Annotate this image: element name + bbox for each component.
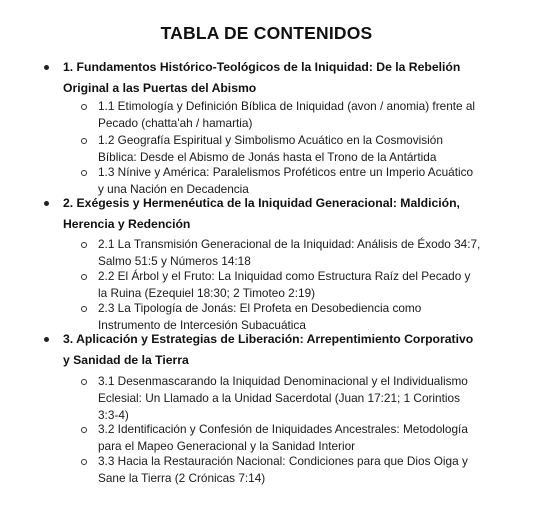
section-bullet-icon (44, 201, 49, 206)
subitem-bullet-icon (81, 459, 87, 465)
subitem-label: 2.3 La Tipología de Jonás: El Profeta en Desobediencia como Instrumento de Intercesión Subacuática (98, 301, 422, 332)
section-bullet-icon (44, 65, 49, 70)
section-title: 3. Aplicación y Estrategias de Liberación: Arrepentimiento Corporativo y Sanidad de la Tierra (63, 332, 474, 367)
section-bullet-icon (44, 337, 49, 342)
subitem-bullet-icon (81, 242, 87, 248)
subitem-label: 3.2 Identificación y Confesión de Iniquidades Ancestrales: Metodología para el Mapeo Generacional y la Sanidad Interior (98, 422, 468, 453)
subitem-bullet-icon (81, 170, 87, 176)
document-title: TABLA DE CONTENIDOS (160, 23, 373, 43)
subitem-bullet-icon (81, 138, 87, 144)
subitem-label: 1.2 Geografía Espiritual y Simbolismo Acuático en la Cosmovisión Bíblica: Desde el Abismo de Jonás hasta el Trono de la Antártida (98, 133, 443, 164)
section-title: 1. Fundamentos Histórico-Teológicos de la Iniquidad: De la Rebelión Original a las Puertas del Abismo (63, 60, 461, 95)
subitem-bullet-icon (81, 104, 87, 110)
subitem-bullet-icon (81, 379, 87, 385)
subitem-label: 2.1 La Transmisión Generacional de la Iniquidad: Análisis de Éxodo 34:7, Salmo 51:5 y Números 14:18 (98, 237, 481, 268)
subitem-label: 1.1 Etimología y Definición Bíblica de Iniquidad (avon / anomia) frente al Pecado (chatta'ah / hamartia) (98, 99, 476, 130)
subitem-label: 3.1 Desenmascarando la Iniquidad Denominacional y el Individualismo Eclesial: Un Llamado a la Unidad Sacerdotal (Juan 17:21; 1 Corintios 3:3-4) (98, 374, 468, 422)
subitem-bullet-icon (81, 306, 87, 312)
subitem-bullet-icon (81, 274, 87, 280)
subitem-label: 1.3 Nínive y América: Paralelismos Proféticos entre un Imperio Acuático y una Nación en Decadencia (98, 165, 474, 196)
section-title: 2. Exégesis y Hermenéutica de la Iniquidad Generacional: Maldición, Herencia y Redención (63, 196, 460, 231)
subitem-bullet-icon (81, 427, 87, 433)
subitem-label: 3.3 Hacia la Restauración Nacional: Condiciones para que Dios Oiga y Sane la Tierra (2 Crónicas 7:14) (98, 454, 468, 485)
subitem-label: 2.2 El Árbol y el Fruto: La Iniquidad como Estructura Raíz del Pecado y la Ruina (Ezequiel 18:30; 2 Timoteo 2:19) (98, 269, 471, 300)
